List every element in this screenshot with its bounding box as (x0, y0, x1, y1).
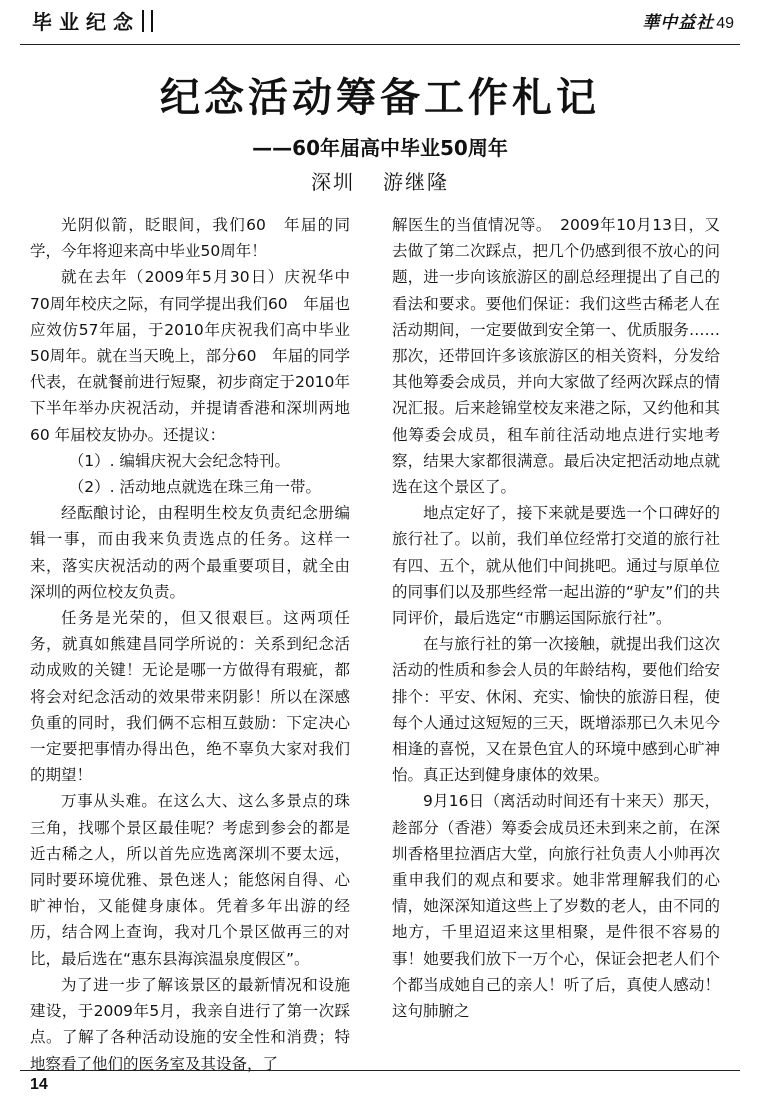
left-column (30, 212, 350, 1077)
paragraph: 地点定好了，接下来就是要选一个口碑好的旅行社了。以前，我们单位经常打交道的旅行社有四、五个，就从他们中间挑吧。通过与原单位的同事们以及那些经常一起出游的“驴友”们的共同评价，最后选定“市鹏运国际旅行社”。 (392, 504, 720, 628)
paragraph: 9月16日（离活动时间还有十来天）那天，趁部分（香港）筹委会成员还未到来之前，在深圳香格里拉酒店大堂，向旅行社负责人小帅再次重申我们的观点和要求。她非常理解我们的心情，她深深知道这些上了岁数的老人，由不同的地方，千里迢迢来这里相聚，是件很不容易的事！她要我们放下一万个心，保证会把老人们个个都当成她自己的亲人！听了后，真使人感动！这句肺腑之 (392, 792, 720, 1021)
list-item: （1）. 编辑庆祝大会纪念特刊。 (68, 451, 290, 470)
paragraph: 在与旅行社的第一次接触，就提出我们这次活动的性质和参会人员的年龄结构，要他们给安排个：平安、休闲、充实、愉快的旅游日程，使每个人通过这短短的三天，既增添那已久未见今相逢的喜悦，又在景色宜人的环境中感到心旷神怡。真正达到健身康体的效果。 (392, 635, 720, 785)
paragraph: 经酝酿讨论，由程明生校友负责纪念册编辑一事，而由我来负责选点的任务。这样一来，落实庆祝活动的两个最重要项目，就全由深圳的两位校友负责。 (30, 504, 350, 601)
article-subtitle: ——60年届高中毕业50周年 (252, 136, 508, 160)
article-title: 纪念活动筹备工作札记 (160, 74, 600, 121)
author-name: 游继隆 (383, 170, 449, 194)
magazine-name: 華中益社 (642, 13, 715, 33)
paragraph: 为了进一步了解该景区的最新情况和设施建设，于2009年5月，我亲自进行了第一次踩点。了解了各种活动设施的安全性和消费；特地察看了他们的医务室及其设备，了 (30, 975, 350, 1073)
author-location: 深圳 (311, 170, 355, 194)
paragraph: 万事从头难。在这么大、这么多景点的珠三角，找哪个景区最佳呢？考虑到参会的都是近古稀之人，所以首先应选离深圳不要太远，同时要环境优雅、景色迷人；能悠闲自得、心旷神怡，又能健身康体。凭着多年出游的经历，结合网上查询，我对几个景区做再三的对比，最后选在“惠东县海滨温泉度假区”。 (30, 792, 350, 968)
section-bars-decoration (142, 10, 153, 32)
byline (0, 166, 760, 195)
right-column (392, 212, 720, 1024)
section-label (32, 6, 153, 35)
page-number: 14 (30, 1076, 48, 1093)
paragraph: 就在去年（2009年5月30日）庆祝华中70周年校庆之际，有同学提出我们60 年届也应效仿57年届，于2010年庆祝我们高中毕业50周年。就在当天晚上，部分60 年届的同学代表，在就餐前进行短聚，初步商定于2010年下半年举办庆祝活动，并提请香港和深圳两地60 年届校友协办。还提议： (30, 268, 350, 444)
header-divider (20, 44, 740, 45)
top-page-number: 49 (716, 15, 734, 32)
footer-divider (20, 1070, 740, 1071)
paragraph: 解医生的当值情况等。 2009年10月13日，又去做了第二次踩点，把几个仍感到很不放心的问题，进一步向该旅游区的副总经理提出了自己的看法和要求。要他们保证：我们这些古稀老人在活动期间，一定要做到安全第一、优质服务……那次，还带回许多该旅游区的相关资料，分发给其他筹委会成员，并向大家做了经两次踩点的情况汇报。后来趁锦堂校友来港之际，又约他和其他筹委会成员，租车前往活动地点进行实地考察，结果大家都很满意。最后决定把活动地点就选在这个景区了。 (392, 216, 720, 497)
list-item: （2）. 活动地点就选在珠三角一带。 (68, 478, 321, 497)
paragraph: 任务是光荣的，但又很艰巨。这两项任务，就真如熊建昌同学所说的：关系到纪念活动成败的关键！无论是哪一方做得有瑕疵，都将会对纪念活动的效果带来阴影！所以在深感负重的同时，我们俩不忘相互鼓励：下定决心一定要把事情办得出色，绝不辜负大家对我们的期望！ (30, 609, 350, 785)
paragraph: 光阴似箭，眨眼间，我们60 年届的同学，今年将迎来高中毕业50周年！ (30, 216, 350, 261)
section-label-text: 毕业纪念 (32, 10, 140, 34)
magazine-info (642, 8, 734, 33)
